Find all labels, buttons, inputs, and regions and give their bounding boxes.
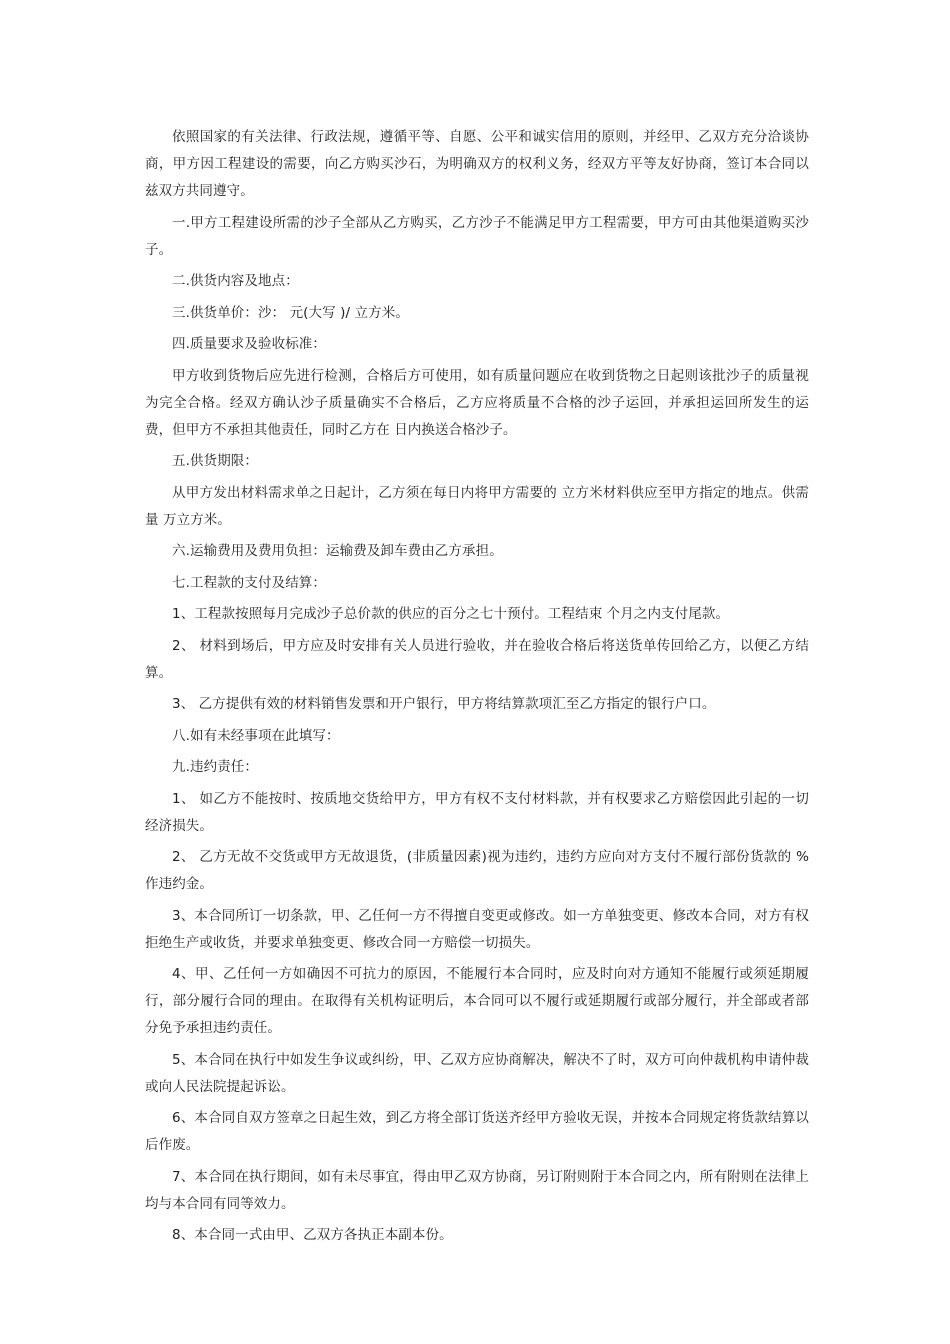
clause-9-heading: 九.违约责任： [172,759,258,775]
clause-7-heading: 七.工程款的支付及结算： [172,574,326,591]
preamble-paragraph: 依照国家的有关法律、行政法规，遵循平等、自愿、公平和诚实信用的原则，并经甲、乙双方充分洽谈协商，甲方因工程建设的需要，向乙方购买沙石，为明确双方的权利义务，经双方平等友好协商，签订本合同以兹双方共同遵守。 [145,129,809,199]
payment-item-3: 3、 乙方提供有效的材料销售发票和开户银行，甲方将结算款项汇至乙方指定的银行户口。 [172,696,716,712]
clause-5-heading: 五.供货期限： [172,453,258,469]
liability-item-5: 5、本合同在执行中如发生争议或纠纷，甲、乙双方应协商解决，解决不了时，双方可向仲裁机构申请仲裁或向人民法院提起诉讼。 [145,1051,809,1095]
clause-8-heading: 八.如有未经事项在此填写： [172,727,340,744]
clause-4-heading: 四.质量要求及验收标准： [172,336,326,352]
liability-item-2: 2、 乙方无故不交货或甲方无故退货，(非质量因素)视为违约，违约方应向对方支付不履行部份货款的 %作违约金。 [145,849,809,892]
clause-2-heading: 二.供货内容及地点： [172,273,299,289]
contract-body [145,124,809,1254]
liability-item-8: 8、本合同一式由甲、乙双方各执正本副本份。 [172,1227,453,1243]
liability-item-4: 4、甲、乙任何一方如确因不可抗力的原因，不能履行本合同时，应及时向对方通知不能履行或须延期履行，部分履行合同的理由。在取得有关机构证明后，本合同可以不履行或延期履行或部分履行，并全部或者部分免予承担违约责任。 [145,966,809,1036]
delivery-period-paragraph: 从甲方发出材料需求单之日起计，乙方须在每日内将甲方需要的 立方米材料供应至甲方指定的地点。供需量 万立方米。 [145,484,809,528]
liability-item-7: 7、本合同在执行期间，如有未尽事宜，得由甲乙双方协商，另订附则附于本合同之内，所有附则在法律上均与本合同有同等效力。 [145,1168,809,1212]
liability-item-3: 3、本合同所订一切条款，甲、乙任何一方不得擅自变更或修改。如一方单独变更、修改本合同，对方有权拒绝生产或收货，并要求单独变更、修改合同一方赔偿一切损失。 [145,907,809,951]
clause-6-paragraph: 六.运输费用及费用负担：运输费及卸车费由乙方承担。 [172,543,503,559]
clause-1-paragraph: 一.甲方工程建设所需的沙子全部从乙方购买，乙方沙子不能满足甲方工程需要，甲方可由其他渠道购买沙子。 [145,214,809,258]
liability-item-6: 6、本合同自双方签章之日起生效，到乙方将全部订货送齐经甲方验收无误，并按本合同规定将货款结算以后作废。 [145,1110,809,1153]
quality-paragraph: 甲方收到货物后应先进行检测，合格后方可使用，如有质量问题应在收到货物之日起则该批沙子的质量视为完全合格。经双方确认沙子质量确实不合格后，乙方应将质量不合格的沙子运回，并承担运回所发生的运费，但甲方不承担其他责任，同时乙方在 日内换送合格沙子。 [145,367,809,438]
payment-item-1: 1、工程款按照每月完成沙子总价款的供应的百分之七十预付。工程结束 个月之内支付尾款。 [172,606,730,622]
payment-item-2: 2、 材料到场后，甲方应及时安排有关人员进行验收，并在验收合格后将送货单传回给乙方，以便乙方结算。 [145,637,809,681]
clause-3-paragraph: 三.供货单价：沙： 元(大写 )/ 立方米。 [172,304,409,321]
liability-item-1: 1、 如乙方不能按时、按质地交货给甲方，甲方有权不支付材料款，并有权要求乙方赔偿因此引起的一切经济损失。 [145,790,809,834]
